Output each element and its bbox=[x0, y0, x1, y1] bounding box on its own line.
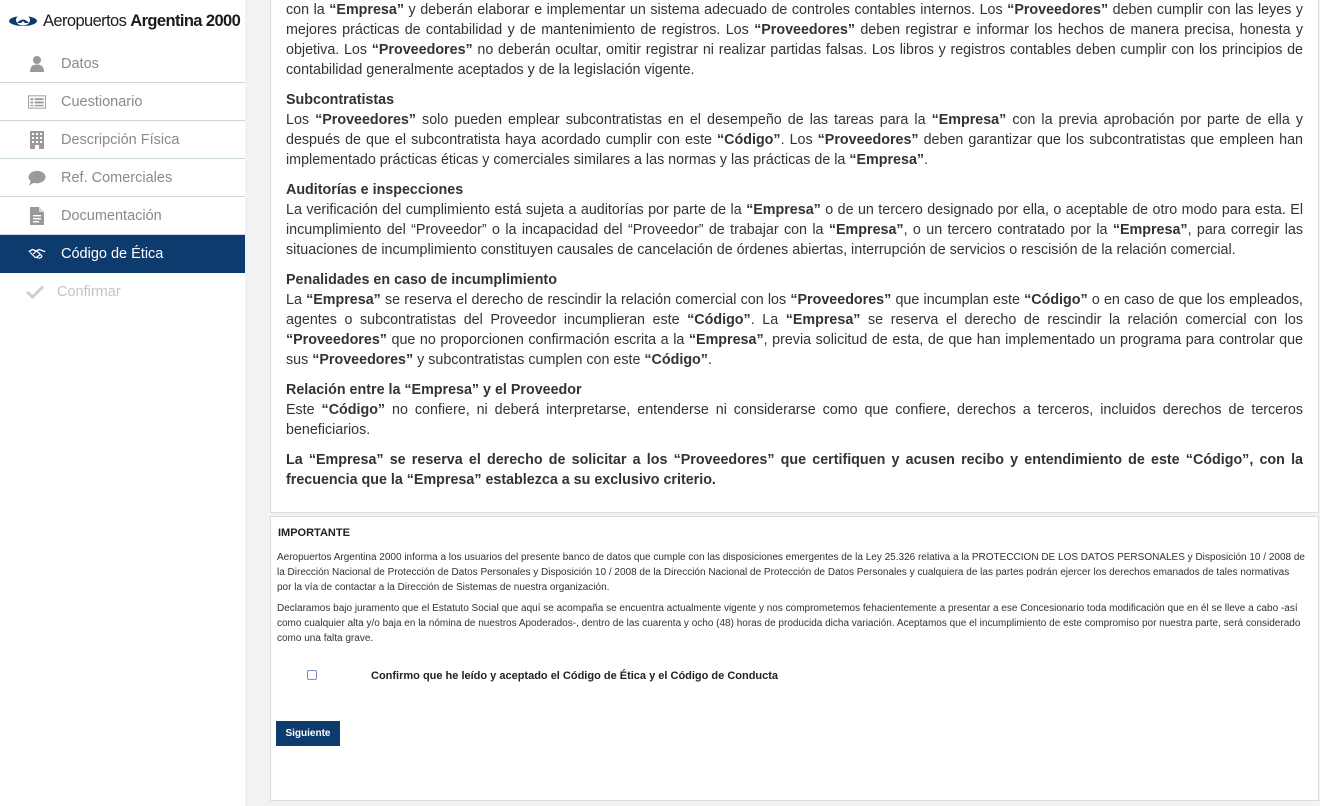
sidebar-item-label: Ref. Comerciales bbox=[61, 169, 173, 186]
section-body: La verificación del cumplimiento está sujeta a auditorías por parte de la “Empresa” o de un tercero designado por ella, o aceptable de otro modo para esta. El incumplimiento del “Proveedor” o la incapacidad del “Proveedor” de trabajar con la “Empresa”, o un tercero contratado por la “Empresa”, para corregir las situaciones de incumplimiento constituyen causales de cancelación de órdenes abiertas, interrupción de servicios o rescisión de la relación comercial. bbox=[286, 202, 1304, 258]
sidebar-divider bbox=[245, 0, 270, 806]
sidebar-item-label: Descripción Física bbox=[61, 131, 180, 148]
confirm-checkbox[interactable] bbox=[307, 670, 317, 680]
brand-name-bold: Argentina 2000 bbox=[130, 11, 241, 30]
sidebar-item-confirmar bbox=[0, 273, 245, 311]
section-auditorias bbox=[286, 180, 1303, 260]
section-relacion bbox=[286, 380, 1303, 440]
closing-text: La “Empresa” se reserva el derecho de solicitar a los “Proveedores” que certifiquen y acusen recibo y entendimiento de este “Código”, con la frecuencia que la “Empresa” establezca a su exclusivo criterio. bbox=[286, 452, 1303, 488]
confirm-label[interactable]: Confirmo que he leído y aceptado el Código de Ética y el Código de Conducta bbox=[371, 670, 779, 682]
speech-bubble-icon bbox=[28, 169, 46, 187]
closing-statement bbox=[286, 450, 1303, 490]
brand-name bbox=[43, 12, 240, 31]
emphasis-term: “Código” bbox=[687, 312, 751, 328]
sidebar-item-label: Cuestionario bbox=[61, 93, 143, 110]
emphasis-term: “Código” bbox=[321, 402, 386, 418]
emphasis-term: “Empresa” bbox=[688, 332, 764, 348]
emphasis-term: “Código” bbox=[644, 352, 708, 368]
building-icon bbox=[28, 131, 46, 149]
sidebar-item-ref-comerciales[interactable] bbox=[0, 159, 245, 197]
important-title: IMPORTANTE bbox=[278, 527, 350, 539]
sidebar-item-label: Documentación bbox=[61, 207, 162, 224]
emphasis-term: “Proveedores” bbox=[754, 22, 856, 38]
document-icon bbox=[28, 207, 46, 225]
brand-name-light: Aeropuertos bbox=[43, 11, 131, 30]
emphasis-term: “Empresa” bbox=[329, 2, 404, 18]
emphasis-term: “Empresa” bbox=[746, 202, 821, 218]
brand-logo[interactable] bbox=[8, 10, 240, 32]
sidebar-item-cuestionario[interactable] bbox=[0, 83, 245, 121]
sidebar-item-datos[interactable] bbox=[0, 45, 245, 83]
sidebar-item-label: Código de Ética bbox=[61, 246, 164, 262]
emphasis-term: “Proveedores” bbox=[817, 132, 919, 148]
emphasis-term: “Proveedores” bbox=[790, 292, 892, 308]
sidebar-item-label: Confirmar bbox=[57, 284, 121, 300]
code-of-ethics-content bbox=[270, 0, 1319, 513]
emphasis-term: “Proveedores” bbox=[315, 112, 417, 128]
airport-logo-icon bbox=[8, 13, 38, 29]
section-title: Auditorías e inspecciones bbox=[286, 182, 464, 198]
section-title: Penalidades en caso de incumplimiento bbox=[286, 272, 557, 288]
important-paragraph-1: Aeropuertos Argentina 2000 informa a los usuarios del presente banco de datos que cumple con las disposiciones emergentes de la Ley 25.326 relativa a la PROTECCION DE LOS DATOS PERSONALES y Disposición 10 / 2008 de la Dirección Nacional de Protección de Datos Personales y Disposición 10 / 2008 de la Dirección Nacional de Protección de Datos Personales y cualquiera de las partes podrán ejercer los derechos emanados de tales normativas por la vía de contactar a la Dirección de Sistemas de nuestra organización. bbox=[277, 552, 1305, 593]
section-title: Subcontratistas bbox=[286, 92, 395, 108]
sidebar-nav bbox=[0, 45, 245, 311]
section-body: Los “Proveedores” solo pueden emplear subcontratistas en el desempeño de las tareas para la “Empresa” con la previa aprobación por parte de ella y después de que el subcontratista haya acordado cumplir con este “Código”. Los “Proveedores” deben garantizar que los subcontratistas que empleen han implementado prácticas éticas y comerciales similares a las normas y las prácticas de la “Empresa”. bbox=[286, 112, 1303, 168]
section-body: Este “Código” no confiere, ni deberá interpretarse, entenderse ni considerarse como que confiere, derechos a terceros, incluidos derechos de terceros beneficiarios. bbox=[286, 402, 1303, 438]
emphasis-term: “Proveedores” bbox=[1007, 2, 1109, 18]
handshake-icon bbox=[28, 245, 46, 263]
section-title: Relación entre la “Empresa” y el Proveedor bbox=[286, 382, 582, 398]
checkmark-icon bbox=[26, 283, 44, 301]
important-paragraph-2: Declaramos bajo juramento que el Estatuto Social que aquí se acompaña se encuentra actualmente vigente y nos comprometemos fehacientemente a presentar a ese Concesionario toda modificación que en él se lleve a cabo -así como cualquier alta y/o baja en la nómina de nuestros Apoderados-, dentro de las cuarenta y ocho (48) horas de producida dicha variación. Aceptamos que el incumplimiento de este compromiso por nuestra parte, será considerado como una falta grave. bbox=[277, 603, 1301, 644]
list-icon bbox=[28, 93, 46, 111]
sidebar bbox=[0, 0, 245, 806]
emphasis-term: “Código” bbox=[1024, 292, 1088, 308]
emphasis-term: “Proveedores” bbox=[286, 332, 387, 348]
emphasis-term: “Empresa” bbox=[306, 292, 381, 308]
emphasis-term: “Empresa” bbox=[849, 152, 925, 168]
sidebar-item-label: Datos bbox=[61, 55, 99, 72]
user-icon bbox=[28, 55, 46, 73]
emphasis-term: “Empresa” bbox=[785, 312, 861, 328]
sidebar-item-descripcion-fisica[interactable] bbox=[0, 121, 245, 159]
section-body: La “Empresa” se reserva el derecho de rescindir la relación comercial con los “Proveedores” que incumplan este “Código” o en caso de que los empleados, agentes o subcontratistas del Proveedor incumplieran este “Código”. La “Empresa” se reserva el derecho de rescindir la relación comercial con los “Proveedores” que no proporcionen confirmación escrita a la “Empresa”, previa solicitud de esta, de que han implementado un programa para controlar que sus “Proveedores” y subcontratistas cumplen con este “Código”. bbox=[286, 292, 1304, 368]
intro-paragraph: con la “Empresa” y deberán elaborar e implementar un sistema adecuado de controles contables internos. Los “Proveedores” deben cumplir con las leyes y mejores prácticas de contabilidad y de mantenimiento de registros. Los “Proveedores” deben registrar e informar los hechos de manera precisa, honesta y objetiva. Los “Proveedores” no deberán ocultar, omitir registrar ni realizar partidas falsas. Los libros y registros contables deben cumplir con los principios de contabilidad generalmente aceptados y de la legislación vigente. bbox=[286, 2, 1304, 78]
section-subcontratistas bbox=[286, 90, 1303, 170]
emphasis-term: “Proveedores” bbox=[371, 42, 473, 58]
next-button[interactable]: Siguiente bbox=[276, 721, 340, 746]
emphasis-term: “Empresa” bbox=[931, 112, 1007, 128]
emphasis-term: “Empresa” bbox=[1112, 222, 1188, 238]
sidebar-item-codigo-de-etica[interactable] bbox=[0, 235, 245, 273]
section-penalidades bbox=[286, 270, 1303, 370]
emphasis-term: “Empresa” bbox=[828, 222, 904, 238]
emphasis-term: “Código” bbox=[717, 132, 781, 148]
emphasis-term: “Proveedores” bbox=[312, 352, 414, 368]
confirm-checkbox-row bbox=[307, 670, 317, 680]
sidebar-item-documentacion[interactable] bbox=[0, 197, 245, 235]
important-notice bbox=[270, 516, 1319, 801]
